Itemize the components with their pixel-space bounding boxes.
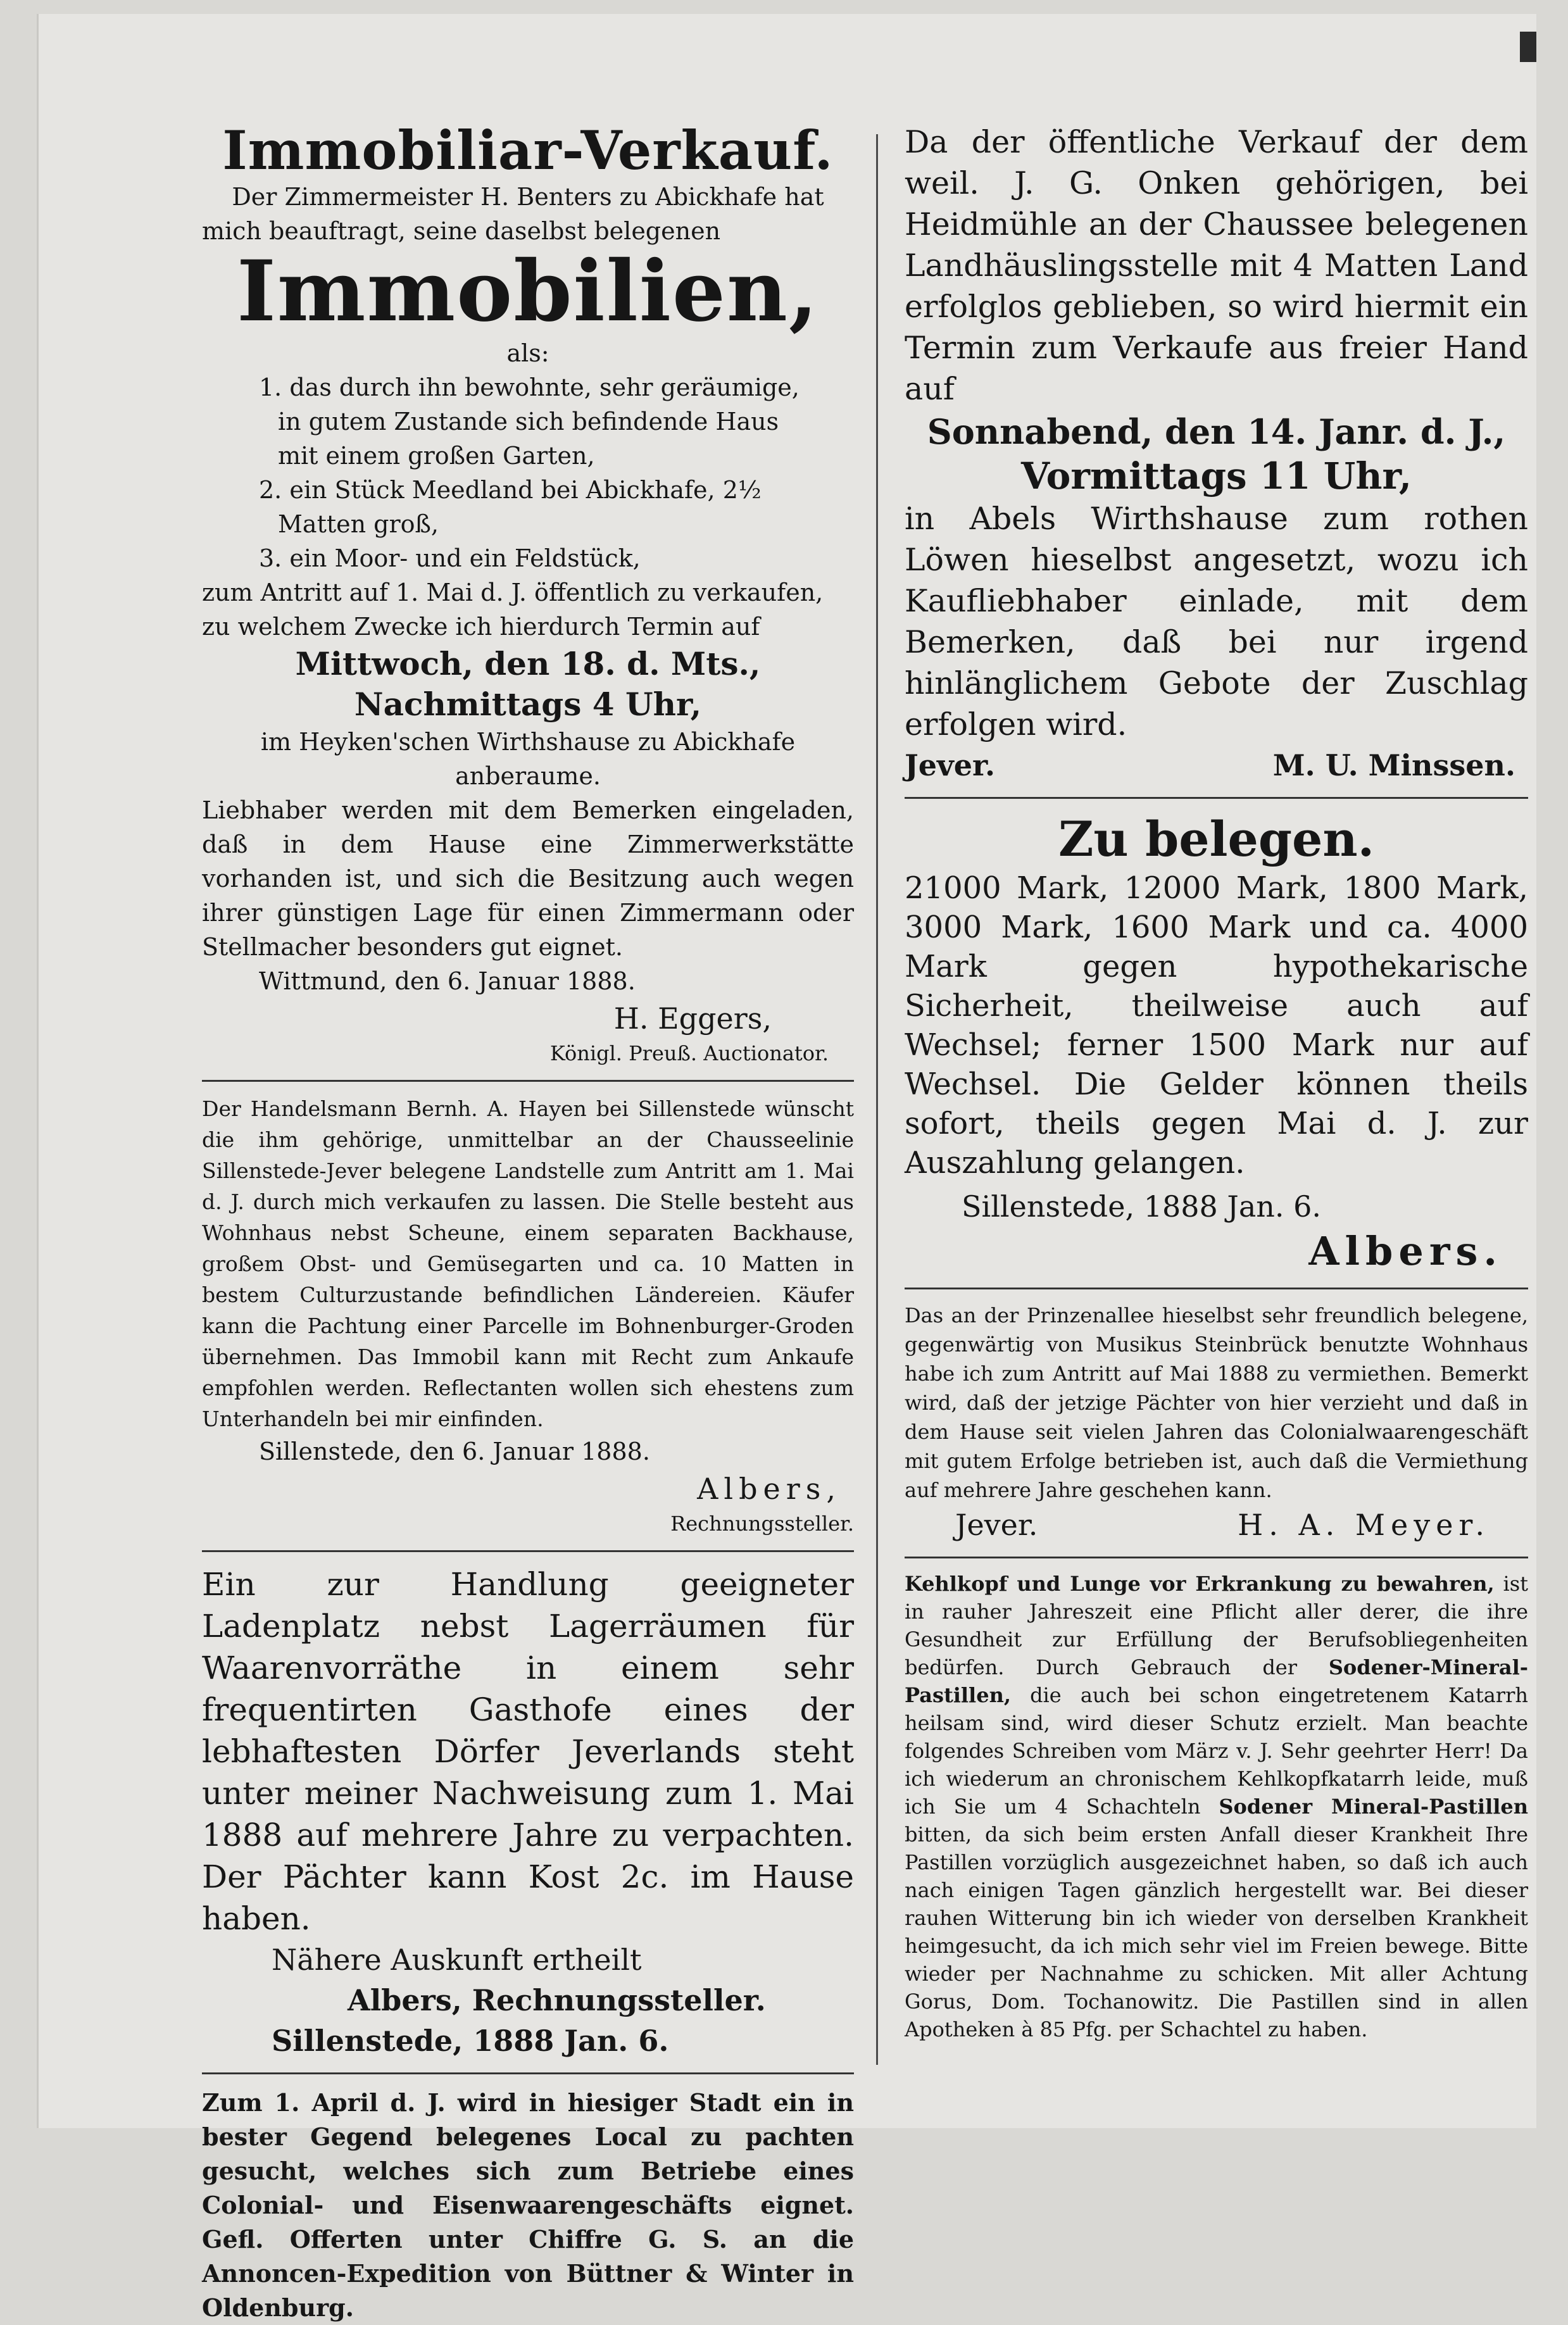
ad-wohnhaus bbox=[905, 1301, 1528, 1545]
ad-signer: Albers, Rechnungssteller. bbox=[348, 1983, 766, 2017]
ad-text: bitten, da sich beim ersten Anfall dieser Krankheit Ihre Pastillen vorzüglich ausgezeichnet haben, so daß ich auch nach einigen Tagen gänzlich hergestellt war. Bei dieser rauhen Witterung bin ich wieder von derselben Krankheit heimgesucht, da ich mich sehr viel im Freien bewege. Bitte wieder per Nachnahme zu schicken. Mit aller Achtung Gorus, Dom. Tochanowitz. Die Pastillen sind in allen Apotheken à 85 Pfg. per Schachtel zu haben. bbox=[905, 1822, 1528, 2041]
ad-time: Nachmittags 4 Uhr, bbox=[354, 685, 702, 723]
ad-signer: M. U. Minssen. bbox=[1272, 748, 1515, 782]
list-item: 2. ein Stück Meedland bei Abickhafe, 2½ bbox=[259, 475, 762, 504]
ad-place: Jever. bbox=[905, 748, 996, 782]
ad-body: Das an der Prinzenallee hieselbst sehr freundlich belegene, gegenwärtig von Musikus Steinbrück benutzte Wohnhaus habe ich zum Antritt auf Mai 1888 zu vermiethen. Bemerkt wird, daß der jetzige Pächter von hier verzieht und daß in dem Hause seit vielen Jahren das Colonialwaarengeschäft mit gutem Erfolge betrieben ist, auch daß die Vermiethung auf mehrere Jahre geschehen kann. bbox=[905, 1303, 1528, 1502]
ad-local bbox=[202, 2086, 854, 2325]
page-edge-mark bbox=[1520, 32, 1536, 62]
list-item: Matten groß, bbox=[278, 510, 439, 538]
ad-body: 21000 Mark, 12000 Mark, 1800 Mark, 3000 Mark, 1600 Mark und ca. 4000 Mark gegen hypothekarische Sicherheit, theilweise auch auf Wechsel; ferner 1500 Mark nur auf Wechsel. Die Gelder können theils sofort, theils gegen Mai d. J. zur Auszahlung gelangen. bbox=[905, 870, 1528, 1181]
ad-signer: H. A. Meyer. bbox=[1238, 1508, 1490, 1542]
separator-rule bbox=[202, 1080, 854, 1082]
signature-line bbox=[905, 1505, 1528, 1545]
ad-text: Nähere Auskunft ertheilt bbox=[272, 1942, 642, 1977]
signature-line bbox=[905, 745, 1528, 786]
ad-signer-title: Königl. Preuß. Auctionator. bbox=[549, 1041, 829, 1065]
ad-title: Immobiliar-Verkauf. bbox=[222, 119, 834, 182]
ad-signer: Albers, bbox=[697, 1471, 841, 1506]
separator-rule bbox=[905, 1288, 1528, 1289]
ad-time: Vormittags 11 Uhr, bbox=[1020, 454, 1412, 498]
ad-intro-line: Der Zimmermeister H. Benters zu Abickhafe hat bbox=[232, 183, 824, 211]
separator-rule bbox=[202, 1550, 854, 1552]
ad-pastillen bbox=[905, 1570, 1528, 2043]
ad-signer: H. Eggers, bbox=[613, 1001, 772, 1036]
ad-dateline: Sillenstede, den 6. Januar 1888. bbox=[259, 1437, 650, 1465]
ad-text: zum Antritt auf 1. Mai d. J. öffentlich zu verkaufen, bbox=[202, 578, 824, 606]
newspaper-page bbox=[37, 14, 1536, 2322]
ad-title: Zu belegen. bbox=[1058, 811, 1375, 867]
ad-body: in Abels Wirthshause zum rothen Löwen hieselbst angesetzt, wozu ich Kaufliebhaber einlade, mit dem Bemerken, daß bei nur irgend hinlänglichem Gebote der Zuschlag erfolgen wird. bbox=[905, 501, 1528, 743]
separator-rule bbox=[905, 1557, 1528, 1558]
ad-ladenplatz bbox=[202, 1564, 854, 2061]
ad-body: Zum 1. April d. J. wird in hiesiger Stadt ein in bester Gegend belegenes Local zu pachten gesucht, welches sich zum Betriebe eines Colonial- und Eisenwaarengeschäfts eignet. Gefl. Offerten unter Chiffre G. S. an die Annoncen-Expedition von Büttner & Winter in Oldenburg. bbox=[202, 2088, 854, 2322]
ad-text: als: bbox=[506, 339, 549, 367]
ad-dateline: Sillenstede, 1888 Jan. 6. bbox=[962, 1189, 1322, 1224]
ad-body: Da der öffentliche Verkauf der dem weil. J. G. Onken gehörigen, bei Heidmühle an der Chaussee belegenen Landhäuslingsstelle mit 4 Matten Land erfolglos geblieben, so wird hiermit ein Termin zum Verkaufe aus freier Hand auf bbox=[905, 124, 1528, 407]
ad-place: Jever. bbox=[955, 1508, 1038, 1542]
separator-rule bbox=[905, 797, 1528, 799]
product-name: Sodener Mineral-Pastillen bbox=[1219, 1795, 1529, 1819]
ad-body bbox=[905, 1570, 1528, 2043]
ad-intro-line: mich beauftragt, seine daselbst belegenen bbox=[202, 217, 721, 246]
left-column bbox=[202, 119, 854, 2325]
ad-date: Mittwoch, den 18. d. Mts., bbox=[295, 644, 761, 682]
ad-zu-belegen bbox=[905, 810, 1528, 1276]
ad-signer-title: Rechnungssteller. bbox=[670, 1511, 854, 1536]
separator-rule bbox=[202, 2072, 854, 2074]
ad-landstelle bbox=[202, 1093, 854, 1539]
ad-body: Liebhaber werden mit dem Bemerken eingeladen, daß in dem Hause eine Zimmerwerkstätte vorhanden ist, und sich die Besitzung auch wegen ihrer günstigen Lage für einen Zimmermann oder Stellmacher besonders gut eignet. bbox=[202, 796, 854, 961]
ad-text: die auch bei schon eingetretenem Katarrh heilsam sind, wird dieser Schutz erzielt. Man beachte folgendes Schreiben vom März v. J. Sehr geehrter Herr! Da ich wiederum an chronischem Kehlkopfkatarrh leide, muß ich Sie um 4 Schachteln bbox=[905, 1683, 1528, 1819]
ad-headline: Immobilien, bbox=[237, 242, 819, 341]
ad-dateline: Wittmund, den 6. Januar 1888. bbox=[259, 967, 636, 995]
ad-date: Sonnabend, den 14. Janr. d. J., bbox=[927, 411, 1506, 452]
list-item: in gutem Zustande sich befindende Haus bbox=[278, 407, 779, 436]
ad-body: Der Handelsmann Bernh. A. Hayen bei Sillenstede wünscht die ihm gehörige, unmittelbar an der Chausseelinie Sillenstede-Jever belegene Landstelle zum Antritt am 1. Mai d. J. durch mich verkaufen zu lassen. Die Stelle besteht aus Wohnhaus nebst Scheune, einem separaten Backhause, großem Obst- und Gemüsegarten und ca. 10 Matten in bestem Culturzustande befindlichen Ländereien. Käufer kann die Pachtung einer Parcelle im Bohnenburger-Groden übernehmen. Das Immobil kann mit Recht zum Ankaufe empfohlen werden. Reflectanten wollen sich ehestens zum Unterhandeln bei mir einfinden. bbox=[202, 1096, 854, 1431]
ad-immobiliar-verkauf bbox=[202, 119, 854, 1068]
ad-landhaeusling bbox=[905, 122, 1528, 786]
right-column bbox=[905, 122, 1528, 2043]
ad-dateline: Sillenstede, 1888 Jan. 6. bbox=[272, 2023, 669, 2058]
list-item: 1. das durch ihn bewohnte, sehr geräumige, bbox=[259, 373, 800, 401]
product-name: Sodener-Mineral-Pastillen, bbox=[905, 1655, 1528, 1707]
ad-place: im Heyken'schen Wirthshause zu Abickhafe anberaume. bbox=[260, 727, 796, 790]
ad-text: zu welchem Zwecke ich hierdurch Termin auf bbox=[202, 612, 760, 641]
ad-signer: Albers. bbox=[1308, 1228, 1503, 1274]
list-item: 3. ein Moor- und ein Feldstück, bbox=[259, 544, 641, 572]
column-divider bbox=[876, 134, 878, 2065]
ad-text: ist in rauher Jahreszeit eine Pflicht aller derer, die ihre Gesundheit zur Erfüllung der Berufsobliegenheiten bedürfen. Durch Gebrauch der bbox=[905, 1572, 1529, 1679]
list-item: mit einem großen Garten, bbox=[278, 441, 595, 470]
ad-lead: Kehlkopf und Lunge vor Erkrankung zu bewahren, bbox=[905, 1572, 1495, 1596]
ad-body: Ein zur Handlung geeigneter Ladenplatz nebst Lagerräumen für Waarenvorräthe in einem sehr frequentirten Gasthofe eines der lebhaftesten Dörfer Jeverlands steht unter meiner Nachweisung zum 1. Mai 1888 auf mehrere Jahre zu verpachten. Der Pächter kann Kost 2c. im Hause haben. bbox=[202, 1565, 854, 1937]
